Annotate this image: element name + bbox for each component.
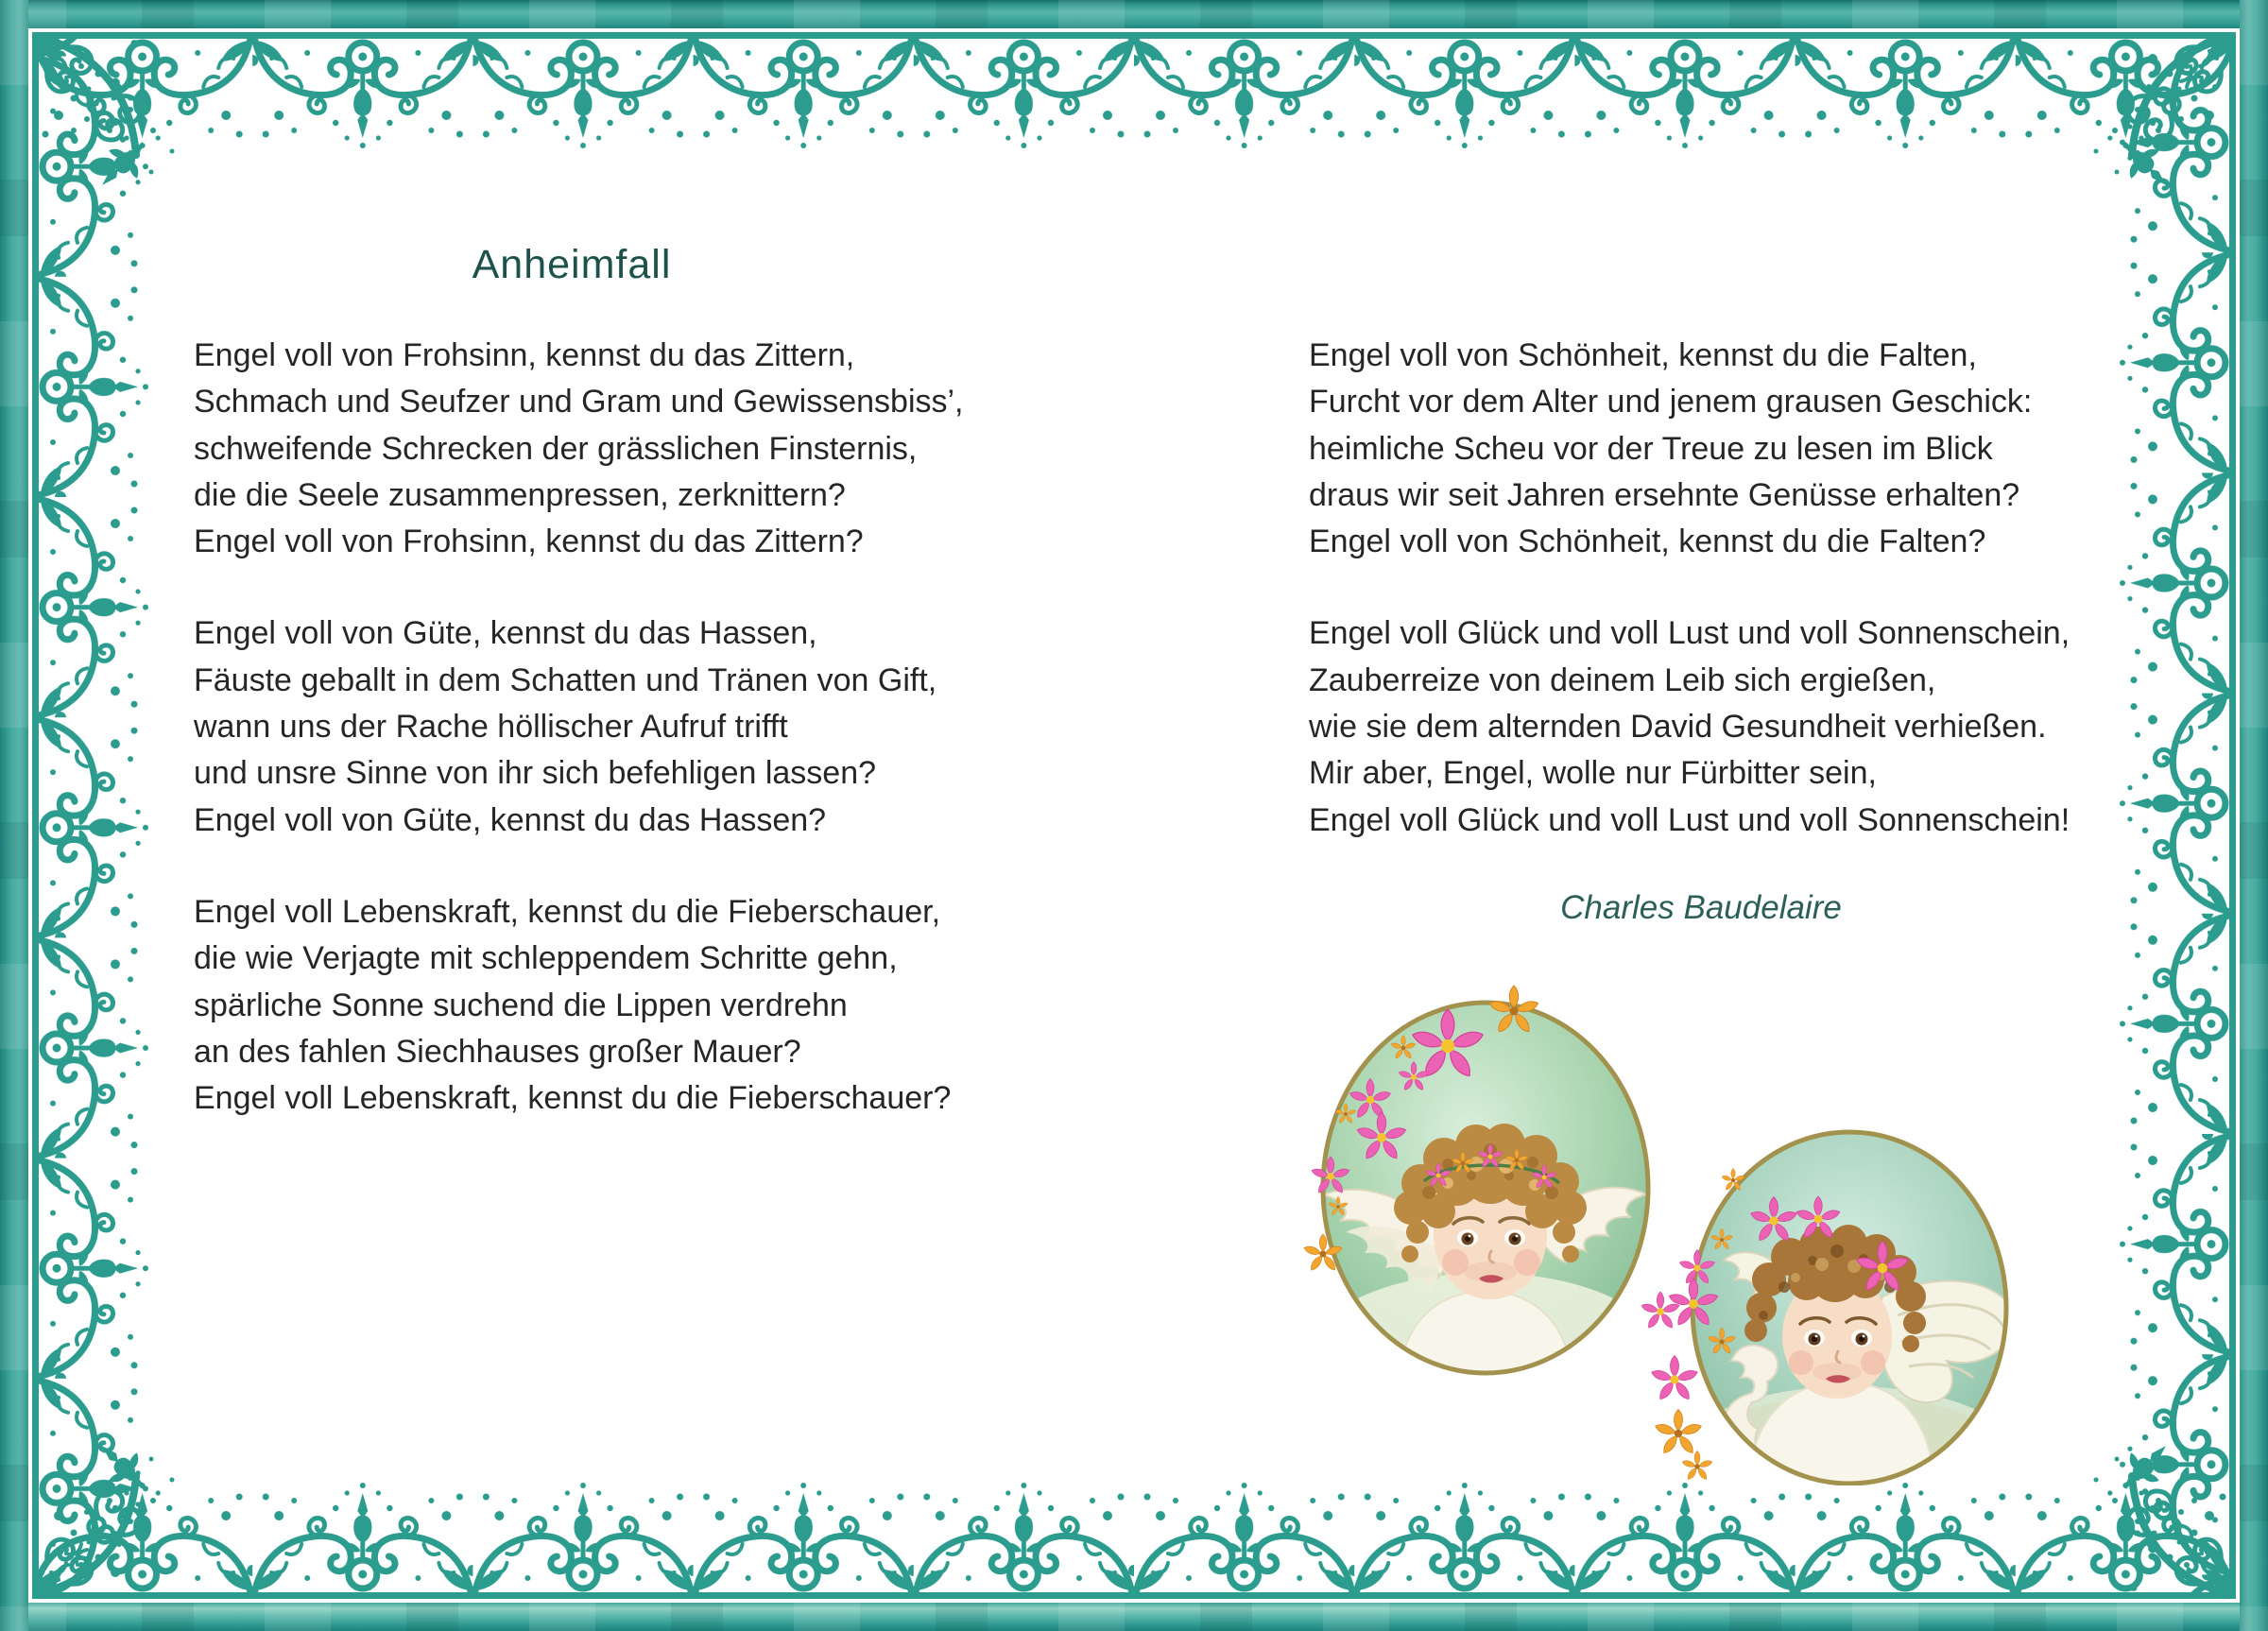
right-cherub-medallion — [1660, 1132, 2024, 1485]
poem-line: Engel voll von Güte, kennst du das Hassen? — [194, 801, 827, 838]
poem-stanza — [194, 333, 1214, 565]
poem-stanza — [1309, 333, 2140, 565]
poem-line: Engel voll Lebenskraft, kennst du die Fieberschauer, — [194, 893, 941, 930]
poem-line: Engel voll von Güte, kennst du das Hassen, — [194, 615, 817, 652]
poem-line: Mir aber, Engel, wolle nur Fürbitter sein, — [1309, 755, 1877, 792]
left-cherub-medallion — [1311, 1003, 1660, 1434]
poem-stanza — [194, 889, 1214, 1122]
poem-line: und unsre Sinne von ihr sich befehligen lassen? — [194, 755, 877, 792]
poem-line: Engel voll von Frohsinn, kennst du das Zittern, — [194, 337, 855, 373]
cherub-illustration — [1297, 956, 2024, 1485]
poem-line: Engel voll Glück und voll Lust und voll Sonnenschein, — [1309, 615, 2070, 652]
poem-line: wann uns der Rache höllischer Aufruf trifft — [194, 709, 788, 746]
poem-line: Zauberreize von deinem Leib sich ergießen, — [1309, 661, 1936, 698]
poem-line: Engel voll von Schönheit, kennst du die Falten, — [1309, 337, 1977, 373]
poem-line: schweifende Schrecken der grässlichen Finsternis, — [194, 430, 918, 467]
poem-column-right — [1309, 333, 2140, 927]
poem-line: draus wir seit Jahren ersehnte Genüsse erhalten? — [1309, 476, 2020, 513]
poem-line: Furcht vor dem Alter und jenem grausen Geschick: — [1309, 384, 2033, 421]
poem-line: Engel voll von Schönheit, kennst du die Falten? — [1309, 524, 1986, 560]
poem-line: Engel voll Lebenskraft, kennst du die Fieberschauer? — [194, 1080, 952, 1117]
poem-author: Charles Baudelaire — [1560, 888, 1842, 926]
poem-line: Fäuste geballt in dem Schatten und Tränen von Gift, — [194, 661, 937, 698]
poem-line: an des fahlen Siechhauses großer Mauer? — [194, 1033, 801, 1070]
poem-stanza — [1309, 610, 2140, 843]
poem-column-left — [194, 333, 1214, 1167]
poem-line: Engel voll von Frohsinn, kennst du das Zittern? — [194, 524, 864, 560]
poem-line: Engel voll Glück und voll Lust und voll Sonnenschein! — [1309, 801, 2070, 838]
poem-line: die die Seele zusammenpressen, zerknittern? — [194, 476, 846, 513]
poem-line: die wie Verjagte mit schleppendem Schritte gehn, — [194, 940, 898, 977]
poem-title: Anheimfall — [472, 242, 672, 287]
poem-stanza — [194, 610, 1214, 843]
poem-line: Schmach und Seufzer und Gram und Gewissensbiss’, — [194, 384, 964, 421]
poem-line: wie sie dem alternden David Gesundheit verhießen. — [1309, 709, 2047, 746]
poem-line: heimliche Scheu vor der Treue zu lesen im Blick — [1309, 430, 1993, 467]
poem-line: spärliche Sonne suchend die Lippen verdrehn — [194, 987, 848, 1023]
